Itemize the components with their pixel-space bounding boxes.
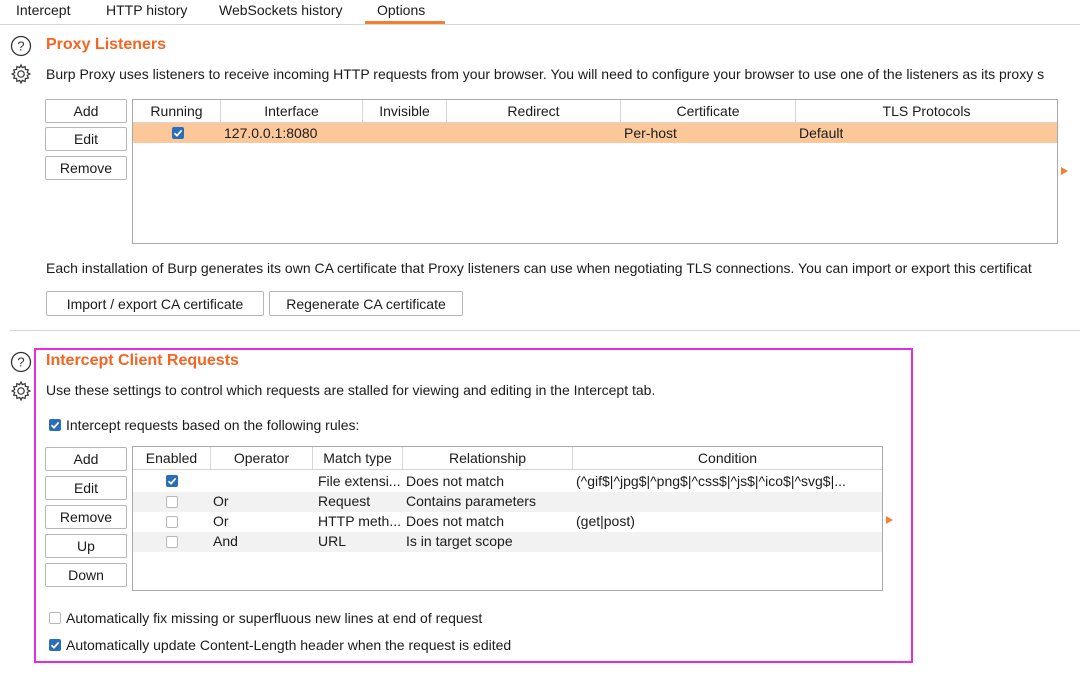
intercept-client-requests-title: Intercept Client Requests [46,352,239,369]
match-type-cell: URL [318,533,347,549]
update-content-length-label[interactable]: Automatically update Content-Length header when the request is edited [66,637,512,653]
operator-cell: Or [213,513,229,529]
add-listener-button[interactable]: Add [45,99,127,123]
fix-newlines-checkbox[interactable] [49,612,61,624]
column-header-match-type[interactable]: Match type [313,447,403,469]
relationship-cell: Does not match [406,473,505,489]
remove-rule-button[interactable]: Remove [45,505,127,529]
intercept-rules-table [132,446,883,591]
operator-cell: Or [213,493,229,509]
column-header-running[interactable]: Running [133,100,221,122]
rule-enabled-checkbox[interactable] [166,516,178,528]
match-type-cell: Request [318,493,371,509]
rule-enabled-checkbox[interactable] [166,496,178,508]
expand-arrow-icon[interactable] [1061,167,1068,175]
move-down-button[interactable]: Down [45,563,127,587]
intercept-client-description: Use these settings to control which requests are stalled for viewing and editing in the Intercept tab. [46,382,656,398]
edit-rule-button[interactable]: Edit [45,476,127,500]
rule-enabled-checkbox[interactable] [166,536,178,548]
listeners-table-header [133,100,1057,123]
rules-table-header [133,447,882,470]
listeners-table [132,99,1058,244]
operator-cell: And [213,533,238,549]
tab-options[interactable]: Options [377,2,426,18]
gear-icon[interactable] [10,63,32,85]
proxy-listeners-title: Proxy Listeners [46,36,167,53]
column-header-invisible[interactable]: Invisible [363,100,447,122]
svg-text:?: ? [17,38,25,54]
edit-listener-button[interactable]: Edit [45,127,127,151]
proxy-listeners-description: Burp Proxy uses listeners to receive incoming HTTP requests from your browser. You will need to configure your browser to use one of the listeners as its proxy s [46,66,1045,82]
column-header-redirect[interactable]: Redirect [447,100,621,122]
interface-cell: 127.0.0.1:8080 [224,125,318,141]
running-checkbox[interactable] [172,127,184,139]
import-export-ca-button[interactable]: Import / export CA certificate [46,291,264,316]
column-header-interface[interactable]: Interface [221,100,363,122]
intercept-rules-label[interactable]: Intercept requests based on the following rules: [66,417,360,433]
move-up-button[interactable]: Up [45,534,127,558]
help-icon[interactable] [10,351,32,373]
section-divider [10,330,1080,331]
table-row[interactable] [133,512,882,532]
tab-bar [0,0,1080,25]
match-type-cell: File extensi... [318,473,401,489]
relationship-cell: Does not match [406,513,505,529]
column-header-tls-protocols[interactable]: TLS Protocols [882,103,971,119]
active-tab-indicator [365,21,445,24]
svg-text:?: ? [17,354,25,370]
condition-cell: (get|post) [576,513,635,529]
column-header-condition[interactable]: Condition [697,450,758,466]
intercept-rules-checkbox[interactable] [49,419,61,431]
tab-websockets-history[interactable]: WebSockets history [219,2,343,18]
column-header-operator[interactable]: Operator [211,447,313,469]
tab-intercept[interactable]: Intercept [16,2,71,18]
column-header-enabled[interactable]: Enabled [133,447,211,469]
tab-http-history[interactable]: HTTP history [106,2,188,18]
expand-arrow-icon[interactable] [886,516,893,524]
table-row[interactable] [133,123,1057,143]
help-icon[interactable] [10,35,32,57]
relationship-cell: Is in target scope [406,533,513,549]
update-content-length-checkbox[interactable] [49,639,61,651]
column-header-certificate[interactable]: Certificate [621,100,796,122]
table-row[interactable] [133,492,882,512]
table-row[interactable] [133,472,882,492]
table-row[interactable] [133,532,882,552]
column-header-relationship[interactable]: Relationship [403,447,573,469]
condition-cell: (^gif$|^jpg$|^png$|^css$|^js$|^ico$|^svg$|... [576,473,846,489]
relationship-cell: Contains parameters [406,493,536,509]
gear-icon[interactable] [10,380,32,402]
fix-newlines-label[interactable]: Automatically fix missing or superfluous new lines at end of request [66,610,483,626]
ca-certificate-description: Each installation of Burp generates its own CA certificate that Proxy listeners can use when negotiating TLS connections. You can import or export this certificat [46,260,1032,276]
certificate-cell: Per-host [624,125,677,141]
rule-enabled-checkbox[interactable] [166,475,178,487]
tls-protocols-cell: Default [799,125,844,141]
match-type-cell: HTTP meth... [318,513,401,529]
regenerate-ca-button[interactable]: Regenerate CA certificate [269,291,463,316]
add-rule-button[interactable]: Add [45,447,127,471]
remove-listener-button[interactable]: Remove [45,156,127,180]
